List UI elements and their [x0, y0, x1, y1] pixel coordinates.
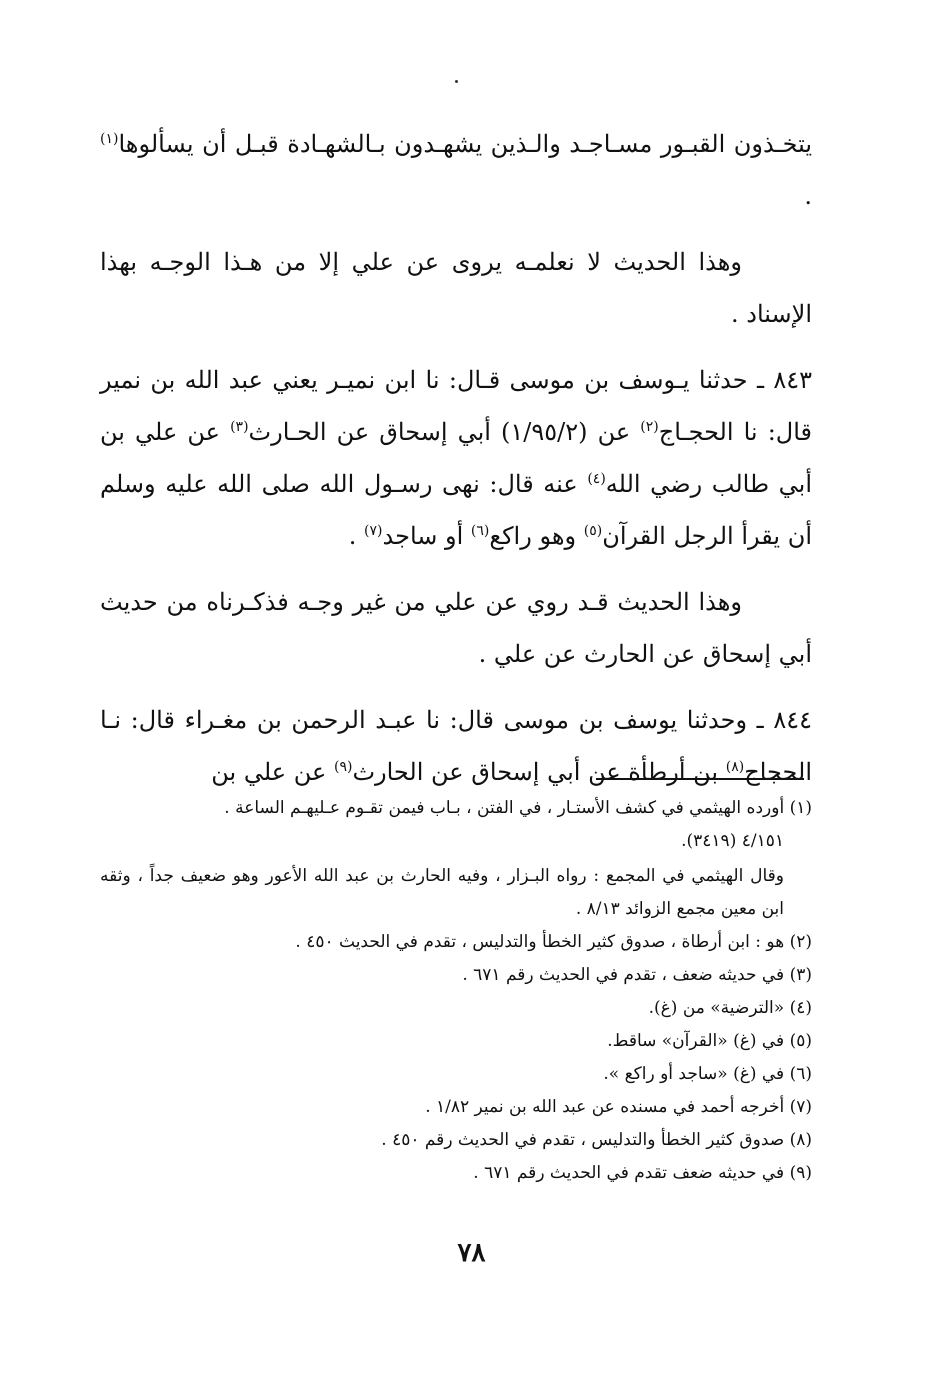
hadith-844	[100, 694, 812, 798]
hadith-number: ٨٤٤ ـ	[756, 706, 812, 734]
hadith-number: ٨٤٣ ـ	[756, 366, 812, 394]
footnote-ref[interactable]: (١)	[100, 131, 119, 147]
text-line: يتخـذون القبـور مسـاجـد والـذين يشهـدون بـالشهـادة قبـل أن	[202, 130, 812, 158]
footnote-3: (٣) في حديثه ضعف ، تقدم في الحديث رقم ٦٧١ .	[462, 965, 812, 985]
text-fragment: وحدثنا يوسف بن موسى قال: نا عبـد الرحمن بن مغـراء قال: نـا الحجاج	[100, 706, 812, 786]
text-fragment: عن علي بن أبي طالب رضي الله	[100, 418, 812, 498]
text-fragment: وهذا الحديث لا نعلمـه يروى عن علي إلا من هـذا الوجـه بهذا الإسناد .	[100, 248, 812, 328]
text-fragment: بن أرطأة عن أبي إسحاق عن الحارث	[352, 758, 726, 786]
footnote-ref[interactable]: (٧)	[364, 523, 383, 539]
hadith-843	[100, 354, 812, 562]
footnote-ref[interactable]: (٣)	[230, 419, 249, 435]
footnote-1-comment: وقال الهيثمي في المجمع : رواه البـزار ، وفيه الحارث بن عبد الله الأعور وهو ضعيف جداً ، وثقه ابن معين مجمع الزوائد ٨/١٣ .	[100, 866, 784, 919]
footnote-ref[interactable]: (٥)	[583, 523, 603, 539]
main-text	[100, 118, 812, 812]
footnote-ref[interactable]: (٤)	[587, 471, 606, 487]
commentary-paragraph	[100, 236, 812, 340]
footnote-ref[interactable]: (٩)	[333, 759, 353, 775]
footnote-ref[interactable]: (٢)	[640, 419, 659, 435]
text-fragment: أو ساجد	[382, 522, 471, 550]
text-fragment: .	[804, 182, 812, 210]
footnote-ref[interactable]: (٨)	[725, 759, 745, 775]
footnotes	[100, 792, 812, 1190]
page-number: ٧٨	[457, 1238, 486, 1268]
text-fragment: عن (١/٩٥/٢) أبي إسحاق عن الحـارث	[248, 418, 641, 446]
footnote-9: (٩) في حديثه ضعف تقدم في الحديث رقم ٦٧١ .	[473, 1163, 812, 1183]
paragraph-continuation	[100, 118, 812, 222]
text-fragment: .	[348, 522, 365, 550]
text-fragment: وهو راكع	[489, 522, 584, 550]
footnote-separator	[596, 778, 804, 780]
commentary-paragraph	[100, 576, 812, 680]
text-fragment: حدثنا يـوسف بن موسى قـال: نا ابن نميـر يعني عبد الله بن نمير قال: نا الحجـاج	[100, 366, 813, 446]
text-fragment: وهذا الحديث قـد روي عن علي من غير وجـه فذكـرناه من حديث أبي إسحاق عن الحارث عن علي .	[100, 588, 812, 668]
text-line: يسألوها	[118, 130, 194, 158]
ink-speck	[455, 80, 458, 83]
footnote-6: (٦) في (غ) «ساجد أو راكع ».	[603, 1064, 812, 1084]
footnote-2: (٢) هو : ابن أرطاة ، صدوق كثير الخطأ والتدليس ، تقدم في الحديث ٤٥٠ .	[295, 932, 812, 952]
text-fragment: عن علي بن	[211, 758, 334, 786]
footnote-1: (١) أورده الهيثمي في كشف الأستـار ، في الفتن ، بـاب فيمن تقـوم عـليهـم الساعة .	[224, 798, 812, 818]
footnote-8: (٨) صدوق كثير الخطأ والتدليس ، تقدم في الحديث رقم ٤٥٠ .	[381, 1130, 812, 1150]
footnote-ref[interactable]: (٦)	[470, 523, 490, 539]
footnote-7: (٧) أخرجه أحمد في مسنده عن عبد الله بن نمير ١/٨٢ .	[425, 1097, 812, 1117]
footnote-4: (٤) «الترضية» من (غ).	[648, 998, 812, 1018]
footnote-1-reference: ٤/١٥١ (٣٤١٩).	[681, 831, 784, 851]
footnote-5: (٥) في (غ) «القرآن» ساقط.	[607, 1031, 812, 1051]
text-fragment: عنه قال: نهى رسـول الله صلى الله عليه وسلم أن يقرأ الرجل القرآن	[100, 470, 812, 550]
